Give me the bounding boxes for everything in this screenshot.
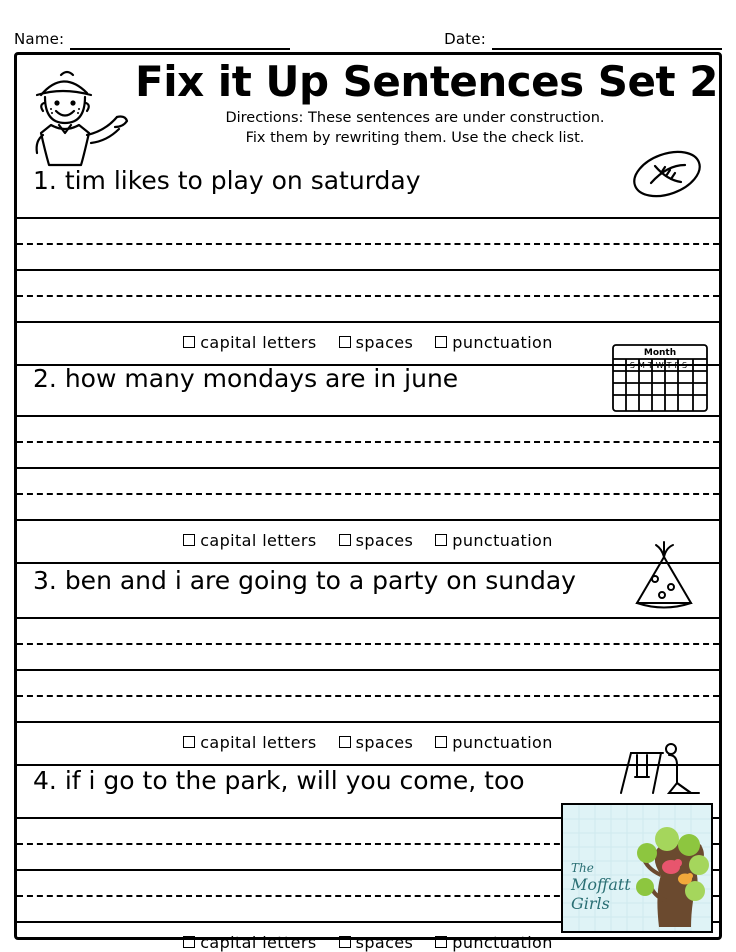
checkbox-icon[interactable]	[435, 936, 447, 948]
writing-lines-3[interactable]	[17, 617, 719, 723]
checklist-label: punctuation	[452, 530, 553, 550]
name-label: Name:	[14, 30, 65, 48]
playground-icon	[613, 737, 705, 799]
sentence-3	[17, 545, 719, 595]
name-input-line[interactable]	[70, 30, 290, 50]
checklist-label: punctuation	[452, 932, 553, 952]
directions-line-2: Fix them by rewriting them. Use the check list.	[245, 129, 585, 146]
checklist-label: capital letters	[200, 732, 317, 752]
sentence-4-number: 4.	[33, 766, 57, 795]
writing-lines-2[interactable]	[17, 415, 719, 521]
checklist-label: spaces	[355, 530, 414, 550]
party-hat-icon	[621, 539, 707, 611]
sentence-3-text: ben and i are going to a party on sunday	[64, 566, 576, 595]
checklist-4-punctuation[interactable]	[435, 933, 553, 952]
calendar-day-headers: SMTWTFS	[629, 361, 691, 370]
calendar-month-label: Month	[643, 348, 677, 358]
sentence-1	[17, 167, 719, 195]
sentence-block-2	[17, 345, 719, 550]
checklist-label: capital letters	[200, 530, 317, 550]
checklist-label: spaces	[355, 332, 414, 352]
page-title: Fix it Up Sentences Set 2	[135, 57, 718, 106]
writing-lines-1[interactable]	[17, 217, 719, 323]
checklist-4-spaces[interactable]	[339, 933, 414, 952]
calendar-icon	[609, 341, 711, 415]
sentence-1-text: tim likes to play on saturday	[64, 166, 421, 195]
sentence-block-1	[17, 166, 719, 352]
checklist-label: punctuation	[452, 332, 553, 352]
sentence-4-text: if i go to the park, will you come, too	[64, 766, 525, 795]
checkbox-icon[interactable]	[183, 936, 195, 948]
date-input-line[interactable]	[492, 30, 722, 50]
checkbox-icon[interactable]	[339, 936, 351, 948]
directions	[135, 109, 695, 148]
sentence-3-number: 3.	[33, 566, 57, 595]
directions-line-1: Directions: These sentences are under construction.	[225, 110, 605, 126]
moffatt-girls-logo	[561, 803, 713, 933]
checklist-label: spaces	[355, 932, 414, 952]
logo-text	[571, 862, 631, 913]
sentence-block-3	[17, 545, 719, 752]
sentence-2-text: how many mondays are in june	[64, 364, 459, 393]
construction-kid-icon	[21, 59, 133, 171]
football-icon	[625, 143, 709, 205]
logo-line-1: The	[571, 861, 594, 876]
logo-line-3: Girls	[571, 893, 610, 913]
checklist-4	[17, 933, 719, 952]
checklist-4-capital[interactable]	[183, 933, 316, 952]
title-area	[17, 55, 719, 167]
sentence-2-number: 2.	[33, 364, 57, 393]
sentence-1-number: 1.	[33, 166, 57, 195]
checklist-label: capital letters	[200, 932, 317, 952]
worksheet-frame	[14, 52, 722, 952]
date-label: Date:	[444, 30, 486, 48]
checklist-label: punctuation	[452, 732, 553, 752]
checklist-label: spaces	[355, 732, 414, 752]
name-date-header	[14, 10, 722, 50]
checklist-label: capital letters	[200, 332, 317, 352]
logo-line-2: Moffatt	[571, 875, 631, 895]
